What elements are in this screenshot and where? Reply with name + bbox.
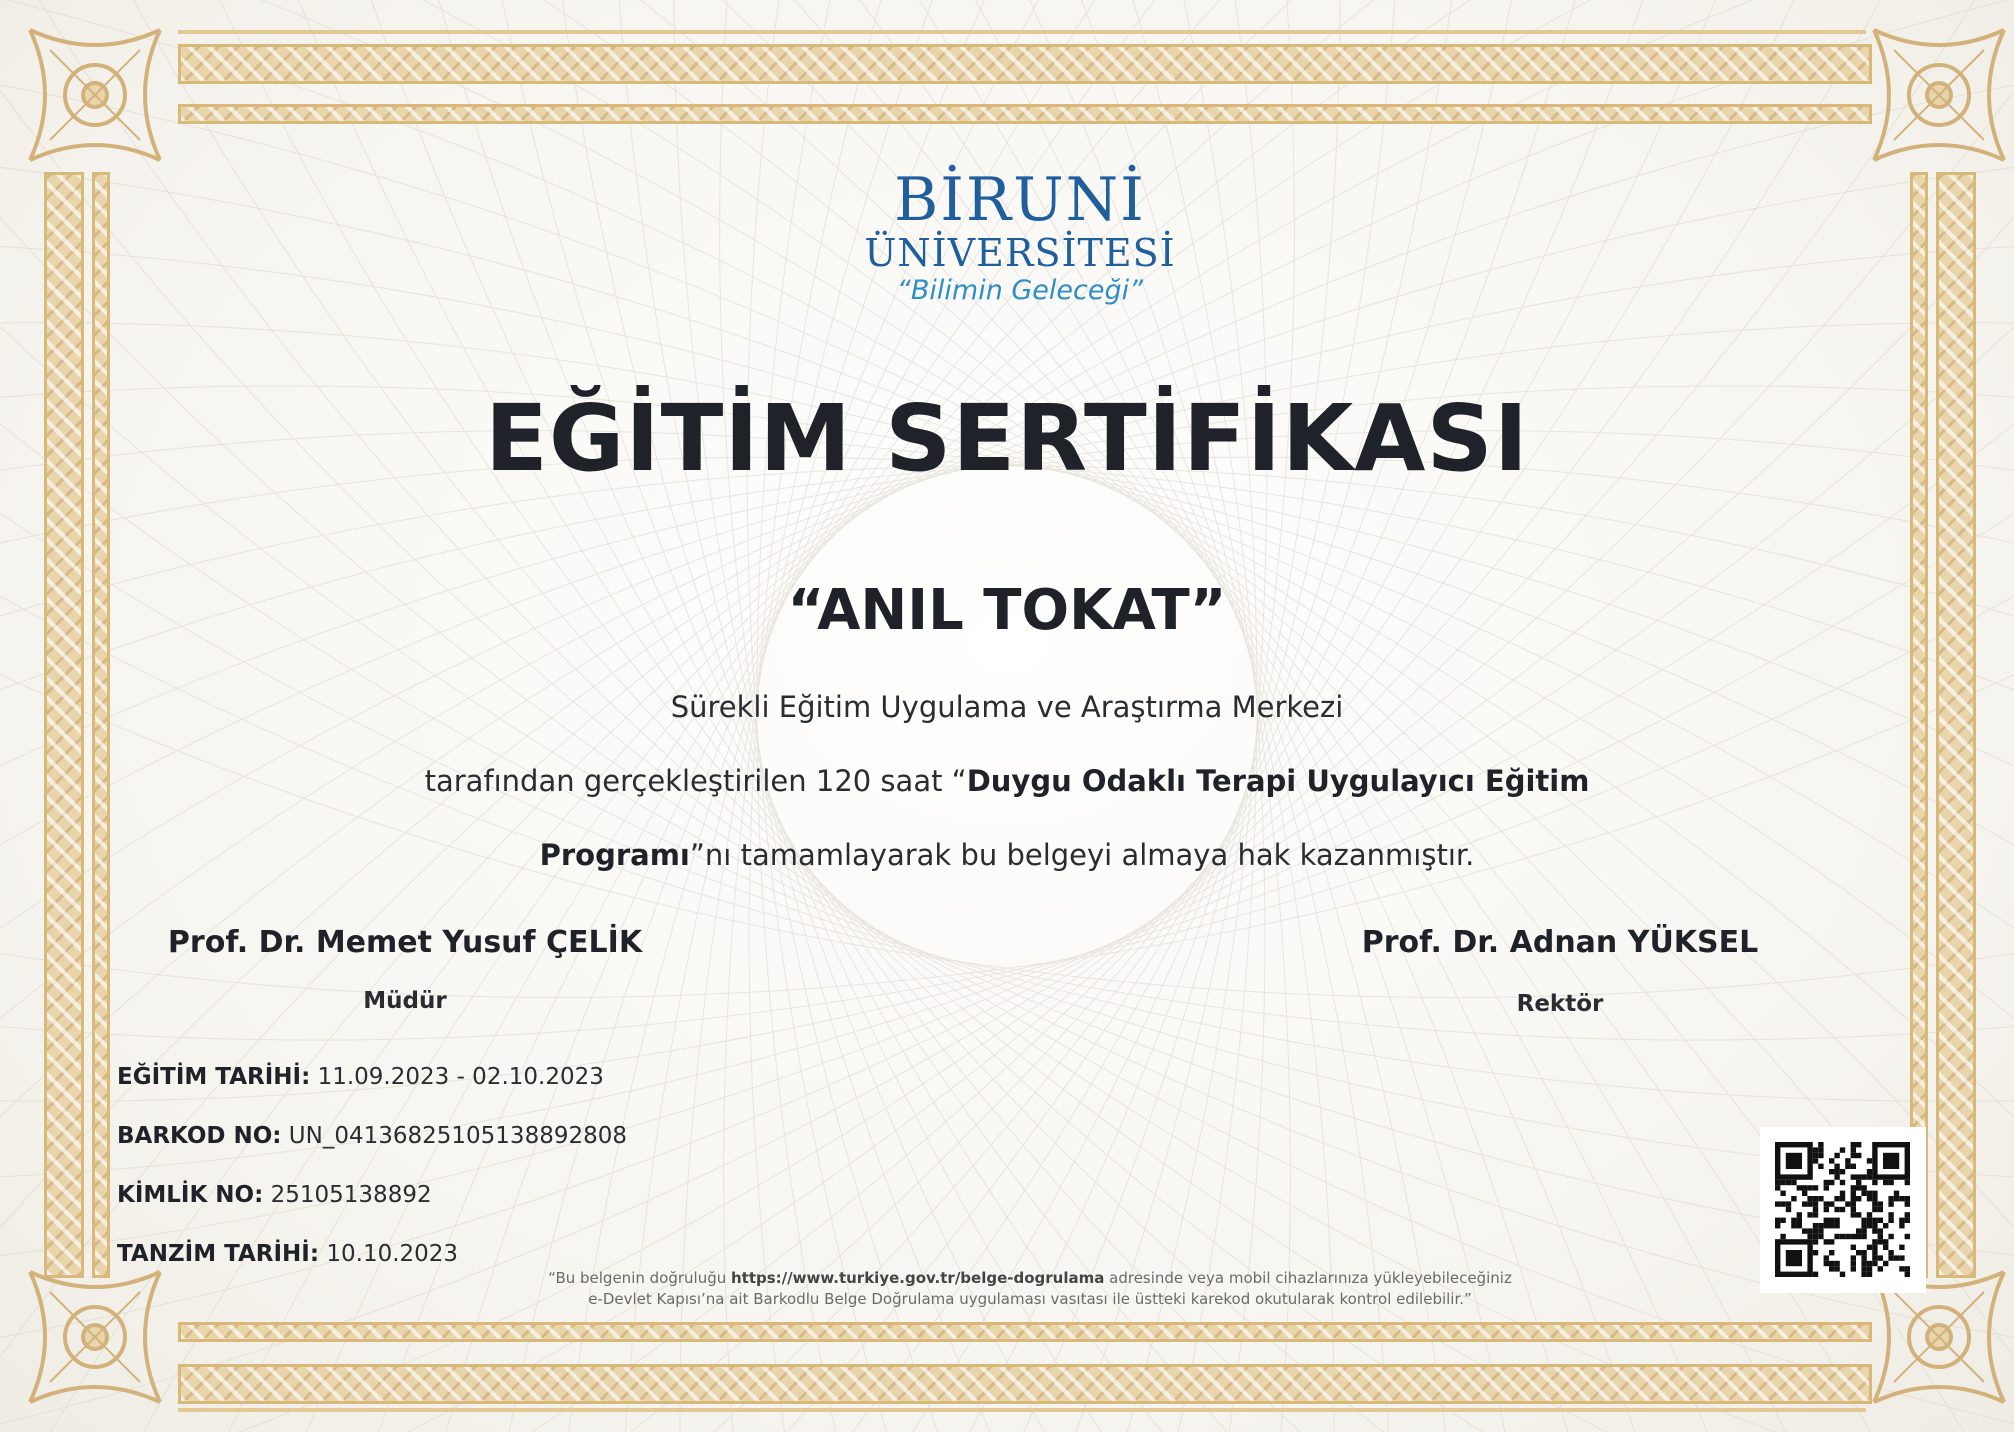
signatory-left-role: Müdür — [363, 988, 447, 1014]
logo-line-1: BİRUNİ — [894, 165, 1146, 235]
program-name-part-1: Duygu Odaklı Terapi Uygulayıcı Eğitim — [966, 764, 1590, 798]
verification-note-line-1 — [430, 1268, 1630, 1289]
left-inner-border-band — [92, 172, 110, 1278]
signatory-right-name: Prof. Dr. Adnan YÜKSEL — [1361, 925, 1759, 960]
id-value: 25105138892 — [263, 1182, 432, 1208]
floral-ornament-icon — [20, 20, 170, 170]
barcode-number — [117, 1123, 627, 1149]
body-line-1-text: Sürekli Eğitim Uygulama ve Araştırma Merkezi — [670, 690, 1344, 724]
verification-note-middle: adresinde veya mobil cihazlarınıza yükleyebileceğiniz — [1104, 1269, 1512, 1287]
university-logo — [860, 162, 1180, 332]
body-line-3-suffix: ”nı tamamlayarak bu belgeyi almaya hak kazanmıştır. — [689, 838, 1475, 872]
left-border-band — [44, 172, 84, 1278]
bottom-border-band — [178, 1364, 1872, 1404]
body-line-2 — [0, 764, 2014, 798]
barcode-label: BARKOD NO: — [117, 1123, 282, 1149]
issue-date — [117, 1241, 458, 1267]
verification-note — [430, 1268, 1630, 1310]
verification-note-prefix: “Bu belgenin doğruluğu — [548, 1269, 731, 1287]
bottom-thin-line — [178, 1408, 1866, 1412]
issue-date-value: 10.10.2023 — [319, 1241, 459, 1267]
signatory-left — [150, 925, 660, 1014]
top-thin-line — [178, 30, 1866, 34]
training-date-label: EĞİTİM TARİHİ: — [117, 1064, 311, 1090]
verification-url[interactable]: https://www.turkiye.gov.tr/belge-dogrulama — [731, 1269, 1105, 1287]
barcode-value: UN_04136825105138892808 — [281, 1123, 628, 1149]
body-line-2-prefix: tarafından gerçekleştirilen 120 saat “ — [424, 764, 967, 798]
body-line-3 — [0, 838, 2014, 872]
certificate-title: EĞİTİM SERTİFİKASI — [484, 385, 1529, 492]
floral-ornament-icon — [1864, 20, 2014, 170]
logo-tagline: “Bilimin Geleceği” — [896, 275, 1144, 306]
signatory-right-role: Rektör — [1516, 991, 1604, 1017]
body-line-1 — [0, 690, 2014, 724]
issue-date-label: TANZİM TARİHİ: — [117, 1241, 320, 1267]
training-date — [117, 1064, 604, 1090]
top-inner-border-band — [178, 104, 1872, 124]
signatory-left-name: Prof. Dr. Memet Yusuf ÇELİK — [167, 925, 643, 960]
id-label: KİMLİK NO: — [117, 1182, 264, 1208]
recipient-name: “ANIL TOKAT” — [787, 578, 1227, 643]
floral-ornament-icon — [20, 1262, 170, 1412]
signatory-right — [1340, 925, 1780, 1017]
qr-code-icon — [1760, 1127, 1926, 1293]
right-inner-border-band — [1910, 172, 1928, 1278]
id-number — [117, 1182, 432, 1208]
logo-line-2: ÜNİVERSİTESİ — [864, 231, 1176, 275]
training-date-value: 11.09.2023 - 02.10.2023 — [310, 1064, 604, 1090]
verification-note-line-2: e-Devlet Kapısı’na ait Barkodlu Belge Doğrulama uygulaması vasıtası ile üstteki karekod okutularak kontrol edilebilir.” — [588, 1290, 1472, 1308]
program-name-part-2: Programı — [539, 838, 690, 872]
bottom-inner-border-band — [178, 1322, 1872, 1342]
top-border-band — [178, 44, 1872, 84]
right-border-band — [1936, 172, 1976, 1278]
